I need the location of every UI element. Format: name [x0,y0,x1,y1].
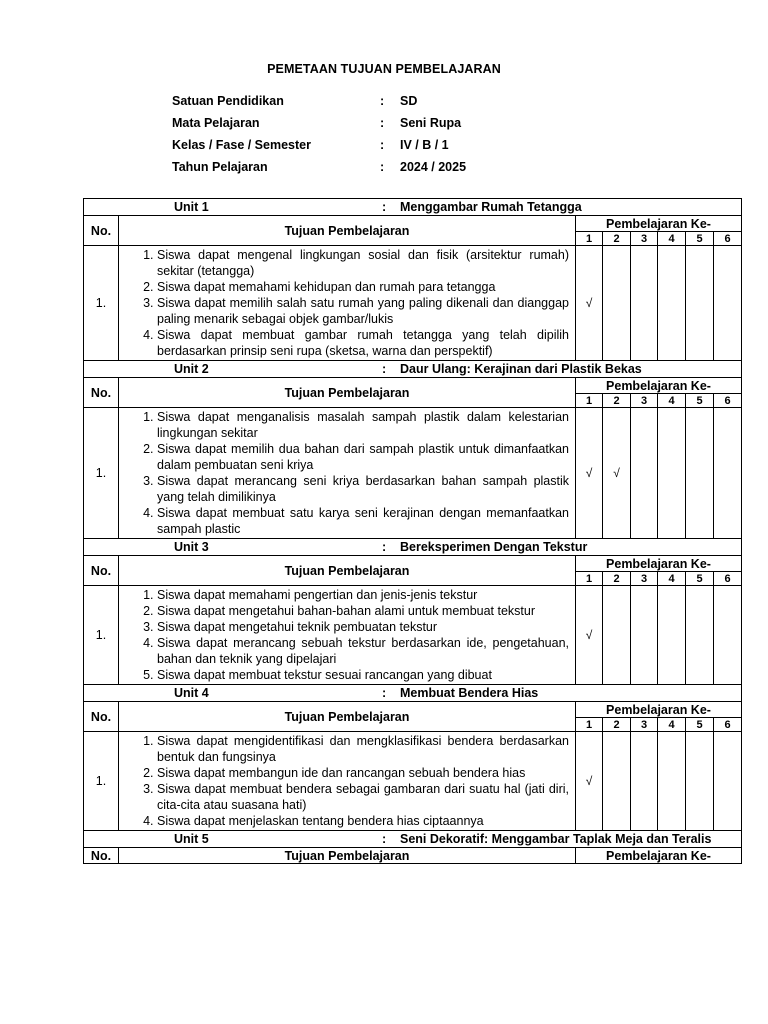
check-mark-cell: √ [576,732,603,831]
header-row [84,848,742,864]
objective-row [84,586,742,685]
empty-check-cell [686,408,714,539]
unit-row [84,831,742,848]
header-tujuan: Tujuan Pembelajaran [119,216,576,246]
header-number: 6 [714,572,742,586]
header-number: 3 [631,232,658,246]
metadata-key: Mata Pelajaran [172,116,260,130]
header-no: No. [84,702,119,732]
empty-check-cell [603,732,631,831]
objective-item: 2. Siswa dapat memilih dua bahan dari sampah plastik untuk dimanfaatkan dalam pembuatan seni kriya [157,441,569,473]
unit-name: Bereksperimen Dengan Tekstur [400,540,588,554]
empty-check-cell [714,586,742,685]
unit-label: Unit 1 [174,200,209,214]
row-number: 1. [84,732,119,831]
header-number: 5 [686,718,714,732]
header-tujuan: Tujuan Pembelajaran [119,378,576,408]
row-number: 1. [84,586,119,685]
header-number: 3 [631,394,658,408]
metadata-row [172,91,572,113]
header-pembelajaran: Pembelajaran Ke- [576,702,742,718]
metadata-key: Tahun Pelajaran [172,160,268,174]
header-number: 6 [714,232,742,246]
objective-item: 2. Siswa dapat mengetahui bahan-bahan alami untuk membuat tekstur [157,603,569,619]
metadata-value: 2024 / 2025 [400,160,467,174]
header-no: No. [84,216,119,246]
unit-name: Seni Dekoratif: Menggambar Taplak Meja dan Teralis [400,832,712,846]
metadata-value: IV / B / 1 [400,138,449,152]
empty-check-cell [658,586,686,685]
objective-item: 3. Siswa dapat merancang seni kriya berdasarkan bahan sampah plastik yang telah dimilikinya [157,473,569,505]
header-tujuan: Tujuan Pembelajaran [119,556,576,586]
empty-check-cell [603,246,631,361]
objective-item: 4. Siswa dapat membuat satu karya seni kerajinan dengan memanfaatkan sampah plastic [157,505,569,537]
metadata-row [172,157,572,179]
empty-check-cell [658,732,686,831]
metadata-key: Satuan Pendidikan [172,94,284,108]
objective-item: 1. Siswa dapat mengidentifikasi dan mengklasifikasi bendera berdasarkan bentuk dan fungsinya [157,733,569,765]
header-number: 5 [686,572,714,586]
header-pembelajaran: Pembelajaran Ke- [576,556,742,572]
metadata-colon: : [380,138,385,152]
objective-item: 3. Siswa dapat mengetahui teknik pembuatan tekstur [157,619,569,635]
empty-check-cell [686,586,714,685]
unit-colon: : [382,686,387,700]
header-row [84,702,742,718]
unit-row [84,685,742,702]
objective-item: 1. Siswa dapat memahami pengertian dan jenis-jenis tekstur [157,587,569,603]
empty-check-cell [603,586,631,685]
header-number: 1 [576,718,603,732]
header-row [84,378,742,394]
header-number: 2 [603,718,631,732]
objectives-cell [119,246,576,361]
check-mark-cell: √ [576,246,603,361]
learning-objectives-table [83,198,742,864]
objective-item: 3. Siswa dapat memilih salah satu rumah yang paling dikenali dan dianggap paling menarik sebagai objek gambar/lukis [157,295,569,327]
empty-check-cell [631,586,658,685]
header-no: No. [84,378,119,408]
header-number: 4 [658,232,686,246]
header-number: 6 [714,394,742,408]
header-number: 5 [686,394,714,408]
header-pembelajaran: Pembelajaran Ke- [576,216,742,232]
unit-colon: : [382,832,387,846]
objectives-cell [119,586,576,685]
unit-row [84,199,742,216]
document-title: PEMETAAN TUJUAN PEMBELAJARAN [267,62,501,76]
metadata-row [172,135,572,157]
unit-label: Unit 5 [174,832,209,846]
unit-row [84,361,742,378]
header-number: 2 [603,572,631,586]
objectives-cell [119,732,576,831]
unit-colon: : [382,540,387,554]
metadata-value: SD [400,94,418,108]
objective-item: 4. Siswa dapat merancang sebuah tekstur berdasarkan ide, pengetahuan, bahan dan teknik yang dipelajari [157,635,569,667]
metadata-colon: : [380,94,385,108]
objective-item: 2. Siswa dapat membangun ide dan rancangan sebuah bendera hias [157,765,569,781]
empty-check-cell [658,246,686,361]
empty-check-cell [631,408,658,539]
header-tujuan: Tujuan Pembelajaran [119,848,576,864]
unit-label: Unit 4 [174,686,209,700]
objectives-cell [119,408,576,539]
empty-check-cell [686,732,714,831]
empty-check-cell [714,732,742,831]
header-no: No. [84,556,119,586]
header-number: 4 [658,572,686,586]
header-pembelajaran: Pembelajaran Ke- [576,848,742,864]
header-number: 5 [686,232,714,246]
empty-check-cell [714,246,742,361]
header-number: 4 [658,394,686,408]
row-number: 1. [84,408,119,539]
objective-item: 4. Siswa dapat membuat gambar rumah tetangga yang telah dipilih berdasarkan prinsip seni rupa (sketsa, warna dan perspektif) [157,327,569,359]
objective-row [84,408,742,539]
unit-colon: : [382,362,387,376]
objective-row [84,732,742,831]
unit-colon: : [382,200,387,214]
objective-item: 5. Siswa dapat membuat tekstur sesuai rancangan yang dibuat [157,667,569,683]
empty-check-cell [714,408,742,539]
empty-check-cell [658,408,686,539]
header-number: 1 [576,232,603,246]
header-number: 1 [576,572,603,586]
check-mark-cell: √ [576,586,603,685]
header-tujuan: Tujuan Pembelajaran [119,702,576,732]
unit-name: Menggambar Rumah Tetangga [400,200,582,214]
empty-check-cell [631,732,658,831]
check-mark-cell: √ [576,408,603,539]
header-number: 3 [631,718,658,732]
objective-item: 1. Siswa dapat menganalisis masalah sampah plastik dalam kelestarian lingkungan sekitar [157,409,569,441]
metadata-value: Seni Rupa [400,116,462,130]
check-mark-cell: √ [603,408,631,539]
header-number: 6 [714,718,742,732]
unit-label: Unit 2 [174,362,209,376]
objective-item: 2. Siswa dapat memahami kehidupan dan rumah para tetangga [157,279,569,295]
unit-name: Membuat Bendera Hias [400,686,539,700]
header-number: 2 [603,394,631,408]
empty-check-cell [686,246,714,361]
objective-item: 1. Siswa dapat mengenal lingkungan sosial dan fisik (arsitektur rumah) sekitar (tetangga) [157,247,569,279]
metadata-block [172,91,572,179]
objective-item: 3. Siswa dapat membuat bendera sebagai gambaran dari suatu hal (jati diri, cita-cita atau suasana hati) [157,781,569,813]
unit-label: Unit 3 [174,540,209,554]
unit-row [84,539,742,556]
header-number: 2 [603,232,631,246]
header-pembelajaran: Pembelajaran Ke- [576,378,742,394]
metadata-colon: : [380,116,385,130]
objective-row [84,246,742,361]
metadata-colon: : [380,160,385,174]
row-number: 1. [84,246,119,361]
header-row [84,216,742,232]
header-no: No. [84,848,119,864]
objective-item: 4. Siswa dapat menjelaskan tentang bendera hias ciptaannya [157,813,569,829]
header-number: 4 [658,718,686,732]
metadata-key: Kelas / Fase / Semester [172,138,311,152]
header-number: 3 [631,572,658,586]
header-number: 1 [576,394,603,408]
header-row [84,556,742,572]
empty-check-cell [631,246,658,361]
metadata-row [172,113,572,135]
unit-name: Daur Ulang: Kerajinan dari Plastik Bekas [400,362,642,376]
